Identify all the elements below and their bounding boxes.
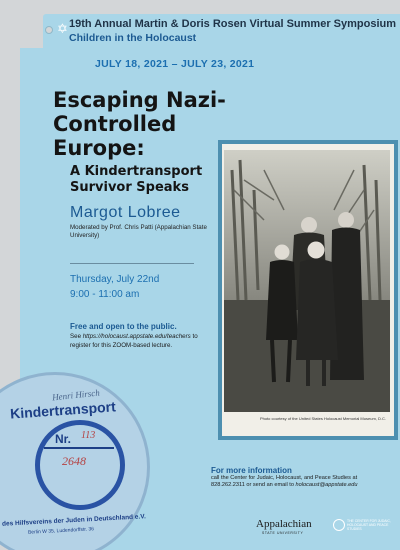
registration-link[interactable]: https://holocaust.appstate.edu/teachers [82,333,191,340]
left-margin-strip [0,48,20,348]
center-logo-mark-icon [333,519,345,531]
family-photo-image [224,150,390,412]
stamp-nr-handwritten: 113 [81,430,96,441]
stamp-line [44,447,114,449]
stamp-address: Berlin W 35, Ludendorffstr. 36 [27,526,95,536]
more-info-line-2 [211,482,357,488]
lecture-subtitle [70,164,240,196]
stamp-word: Kindertransport [9,398,117,422]
stamp-organization: des Hilfsvereins der Juden in Deutschland e.V. [1,513,146,528]
subtitle-line-1: A Kindertransport [70,164,203,179]
divider [70,263,194,264]
center-logo [333,517,393,537]
tag-hole [45,26,53,34]
appalachian-logo-subtitle: STATE UNIVERSITY [262,531,304,535]
registration-info [70,333,210,350]
appalachian-logo: Appalachian [256,518,312,530]
title-line-2: Controlled [53,112,177,136]
photo-credit: Photo courtesy of the United States Holocaust Memorial Museum, D.C. [259,416,386,421]
symposium-theme: Children in the Holocaust [69,32,197,44]
star-of-david-icon: ✡ [57,21,68,36]
moderator-credit: Moderated by Prof. Chris Patti (Appalachian State University) [70,224,207,239]
registration-suffix: to register for this ZOOM-based lecture. [70,333,198,349]
more-info-heading: For more information [211,466,292,475]
phone-text: 828.262.2311 or send an email to [211,482,296,488]
stamp-number: 2648 [62,454,86,468]
title-line-3: Europe: [53,136,145,160]
symposium-dates: JULY 18, 2021 – JULY 23, 2021 [95,58,255,70]
contact-email[interactable]: holocaust@appstate.edu [295,482,358,488]
subtitle-line-2: Survivor Speaks [70,180,189,195]
registration-prefix: See [70,333,83,340]
more-info-line-1: call the Center for Judaic, Holocaust, and Peace Studies at [211,475,358,481]
header-tag [43,14,400,48]
free-admission-heading: Free and open to the public. [70,322,177,331]
symposium-title: 19th Annual Martin & Doris Rosen Virtual Summer Symposium [69,18,397,30]
title-line-1: Escaping Nazi- [53,88,226,112]
stamp-signature: Henri Hirsch [51,387,101,403]
event-time: 9:00 - 11:00 am [70,289,140,300]
center-logo-text: THE CENTER FOR JUDAIC, HOLOCAUST AND PEACE STUDIES [347,519,391,532]
event-day: Thursday, July 22nd [70,274,160,285]
speaker-name: Margot Lobree [70,204,181,221]
family-photo [224,150,390,412]
stamp-nr-label: Nr. [55,432,72,446]
lecture-title [53,88,243,160]
